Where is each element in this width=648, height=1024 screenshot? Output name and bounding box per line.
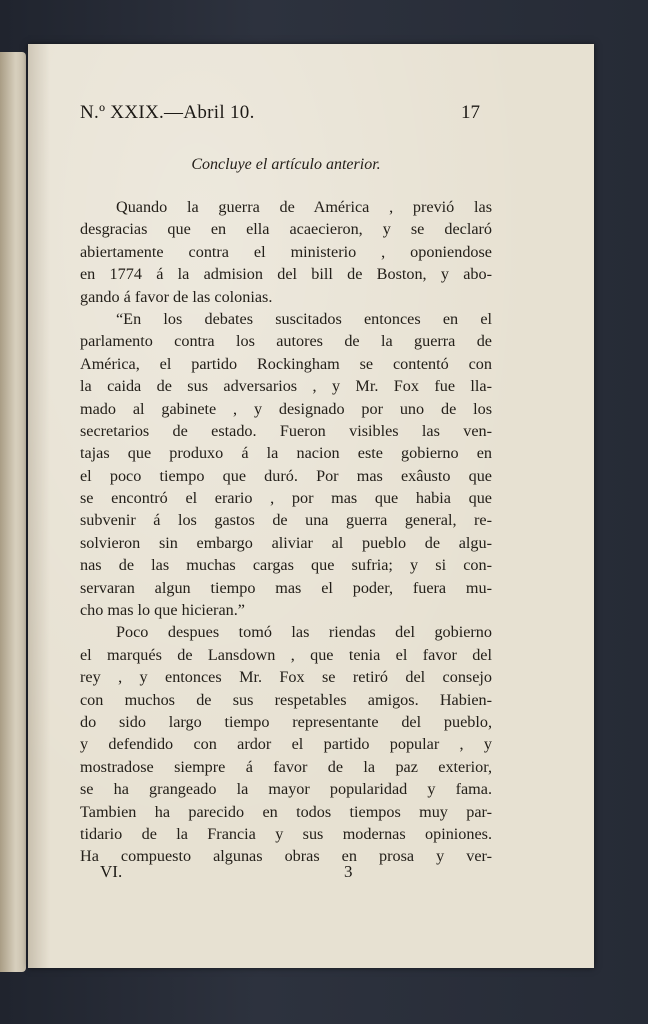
text-line: la caida de sus adversarios , y Mr. Fox fue lla- [80, 377, 492, 396]
article-body [80, 196, 492, 868]
text-line: Tambien ha parecido en todos tiempos muy par- [80, 802, 492, 821]
text-line: tidario de la Francia y sus modernas opiniones. [80, 824, 492, 843]
signature-mark: 3 [344, 862, 353, 881]
text-line: mostradose siempre á favor de la paz exterior, [80, 757, 492, 776]
text-line: “En los debates suscitados entonces en el [116, 309, 492, 328]
text-line: el poco tiempo que duró. Por mas exâusto que [80, 466, 492, 485]
text-line: mado al gabinete , y designado por uno de los [80, 399, 492, 418]
text-line: el marqués de Lansdown , que tenia el favor del [80, 645, 492, 664]
text-line: Poco despues tomó las riendas del gobierno [116, 623, 492, 642]
section-subtitle: Concluye el artículo anterior. [191, 156, 381, 173]
text-line: do sido largo tiempo representante del pueblo, [80, 712, 492, 731]
text-line: América, el partido Rockingham se contentó con [80, 354, 492, 373]
text-line: y defendido con ardor el partido popular , y [80, 735, 492, 754]
text-line: subvenir á los gastos de una guerra general, re- [80, 511, 492, 530]
text-line: abiertamente contra el ministerio , oponiendose [80, 242, 492, 261]
facing-page-edge [0, 52, 26, 972]
text-line: gando á favor de las colonias. [80, 287, 273, 306]
page-footer [100, 862, 460, 886]
text-line: desgracias que en ella acaecieron, y se declaró [80, 220, 492, 239]
page-number: 17 [461, 102, 480, 123]
text-line: se ha grangeado la mayor popularidad y fama. [80, 780, 492, 799]
text-line: nas de las muchas cargas que sufria; y si con- [80, 556, 492, 575]
issue-date-header: N.º XXIX.—Abril 10. [80, 102, 255, 123]
text-line: con muchos de sus respetables amigos. Habien- [80, 690, 492, 709]
text-line: tajas que produxo á la nacion este gobierno en [80, 444, 492, 463]
text-line: secretarios de estado. Fueron visibles las ven- [80, 421, 492, 440]
text-line: Ha compuesto algunas obras en prosa y ver- [80, 847, 492, 866]
text-line: servaran algun tiempo mas el poder, fuera mu- [80, 578, 492, 597]
text-line: parlamento contra los autores de la guerra de [80, 332, 492, 351]
gathering-signature: VI. [100, 862, 123, 881]
text-line: se encontró el erario , por mas que habia que [80, 489, 492, 508]
running-head [80, 102, 480, 128]
text-line: solvieron sin embargo aliviar al pueblo de algu- [80, 533, 492, 552]
text-line: cho mas lo que hicieran.” [80, 601, 245, 620]
text-line: rey , y entonces Mr. Fox se retiró del consejo [80, 668, 492, 687]
text-line: en 1774 á la admision del bill de Boston, y abo- [80, 265, 492, 284]
text-line: Quando la guerra de América , previó las [116, 198, 492, 216]
